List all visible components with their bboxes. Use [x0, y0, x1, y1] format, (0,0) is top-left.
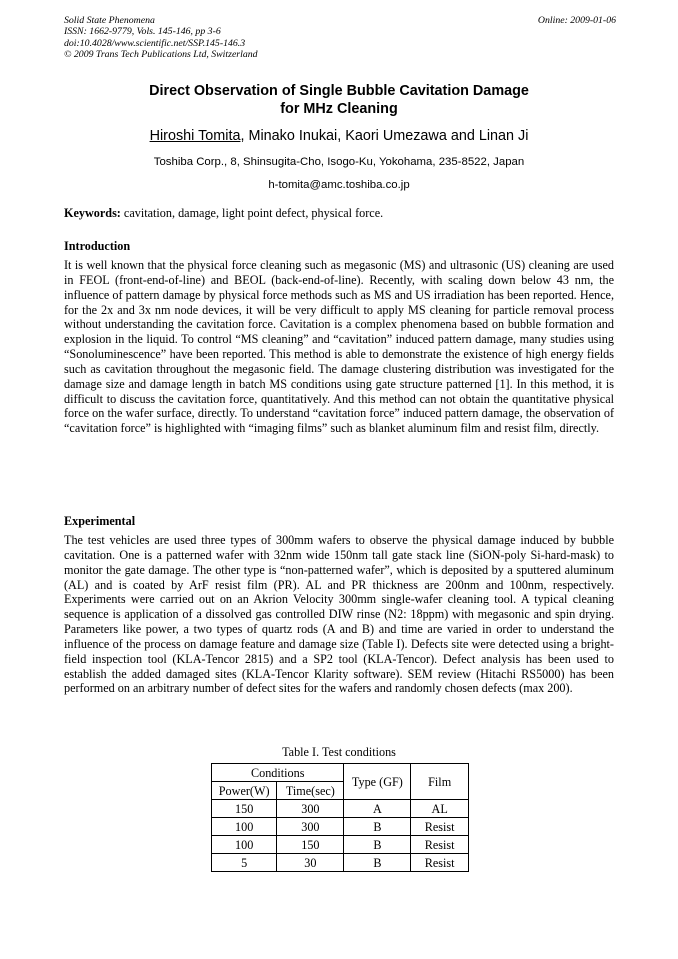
table-cell: Resist	[411, 836, 469, 854]
keywords	[64, 206, 614, 221]
title-line-2: for MHz Cleaning	[280, 101, 398, 118]
journal-name: Solid State Phenomena	[64, 15, 155, 26]
table-cell: 300	[277, 800, 344, 818]
conditions-header: Conditions	[212, 764, 344, 782]
keywords-text: cavitation, damage, light point defect, physical force.	[120, 206, 384, 220]
table-cell: 100	[212, 836, 277, 854]
author-email: h-tomita@amc.toshiba.co.jp	[268, 179, 410, 191]
time-header: Time(sec)	[277, 782, 344, 800]
journal-header	[64, 15, 258, 61]
doi-line: doi:10.4028/www.scientific.net/SSP.145-146.3	[64, 37, 246, 49]
author-list	[64, 127, 614, 145]
power-header: Power(W)	[212, 782, 277, 800]
table-header-row	[212, 764, 469, 782]
table-cell: 30	[277, 854, 344, 872]
table-cell: B	[344, 836, 411, 854]
table-row	[212, 800, 469, 818]
issn-line: ISSN: 1662-9779, Vols. 145-146, pp 3-6	[64, 26, 221, 38]
table-cell: AL	[411, 800, 469, 818]
introduction-heading: Introduction	[64, 239, 131, 253]
table-caption: Table I. Test conditions	[282, 745, 396, 759]
introduction-text: It is well known that the physical force cleaning such as megasonic (MS) and ultrasonic (US) cleaning are used in FEOL (front-end-of-line) and BEOL (back-end-of-line). Recently, with scaling down below 43 nm, the influence of pattern damage by physical force methods such as MS and US irradiation has been reported. Hence, for the 2x and 3x nm node devices, it will be very difficult to apply MS cleaning for particle removal process without understanding the cavitation force. Cavitation is a complex phenomena based on bubble formation and explosion in the liquid. To control “MS cleaning” and “cavitation” induced pattern damage, many studies using “Sonoluminescence” have been reported. This method is able to demonstrate the existence of high energy fields such as cavitation throughout the megasonic field. The damage clustering distribution was investigated for the damage size and damage length in batch MS conditions using gate structure patterned [1]. In this method, it is difficult to discuss the cavitation force, quantitatively. And this method can not obtain the quantitative physical force on the wafer surface, directly. To understand “cavitation force” induced pattern damage, the observation of “cavitation force” is highlighted with “imaging films” such as blanket aluminum film and resist film, directly.	[64, 258, 614, 436]
table-row	[212, 818, 469, 836]
type-header: Type (GF)	[344, 764, 411, 800]
experimental-text: The test vehicles are used three types of 300mm wafers to observe the physical damage induced by bubble cavitation. One is a patterned wafer with 32nm wide 150nm tall gate stack line (SiON-poly Si-hard-mask) to monitor the gate damage. The other type is “non-patterned wafer”, which is deposited by a sputtered aluminum (AL) and is coated by ArF resist film (PR). AL and PR thickness are 200nm and 100nm, respectively. Experiments were carried out on an Akrion Velocity 300mm single-wafer cleaning tool. A typical cleaning sequence is application of a dissolved gas controlled DIW rinse (N2: 18ppm) with megasonic and spin drying. Parameters like power, a two types of quartz rods (A and B) and time are varied in order to understand the influence of the process on damage feature and damage size (Table I). Defects site were detected using a bright-field inspection tool (KLA-Tencor 2815) and a SP2 tool (KLA-Tencor). Defect analysis has been used to establish the added damaged sites (KLA-Tencor Klarity software). SEM review (Hitachi RS5000) has been performed on an arbitrary number of defect sites for the wafers and randomly chosen defects (max 200).	[64, 533, 614, 696]
table-cell: B	[344, 818, 411, 836]
table-cell: 150	[212, 800, 277, 818]
film-header: Film	[411, 764, 469, 800]
table-cell: Resist	[411, 818, 469, 836]
title-line-1: Direct Observation of Single Bubble Cavitation Damage	[149, 83, 529, 99]
affiliation: Toshiba Corp., 8, Shinsugita-Cho, Isogo-Ku, Yokohama, 235-8522, Japan	[153, 156, 525, 168]
experimental-heading: Experimental	[64, 514, 136, 528]
table-cell: 150	[277, 836, 344, 854]
table-cell: 300	[277, 818, 344, 836]
online-date: Online: 2009-01-06	[537, 15, 616, 26]
table-cell: 5	[212, 854, 277, 872]
table-cell: B	[344, 854, 411, 872]
table-row	[212, 854, 469, 872]
table-cell: A	[344, 800, 411, 818]
table-cell: Resist	[411, 854, 469, 872]
paper-title	[64, 82, 614, 119]
copyright-line: © 2009 Trans Tech Publications Ltd, Switzerland	[64, 49, 258, 61]
co-authors: , Minako Inukai, Kaori Umezawa and Linan Ji	[240, 128, 529, 144]
table-row	[212, 836, 469, 854]
table-cell: 100	[212, 818, 277, 836]
keywords-label: Keywords:	[64, 206, 121, 220]
corresponding-author: Hiroshi Tomita	[149, 128, 241, 144]
test-conditions-table	[211, 763, 469, 872]
